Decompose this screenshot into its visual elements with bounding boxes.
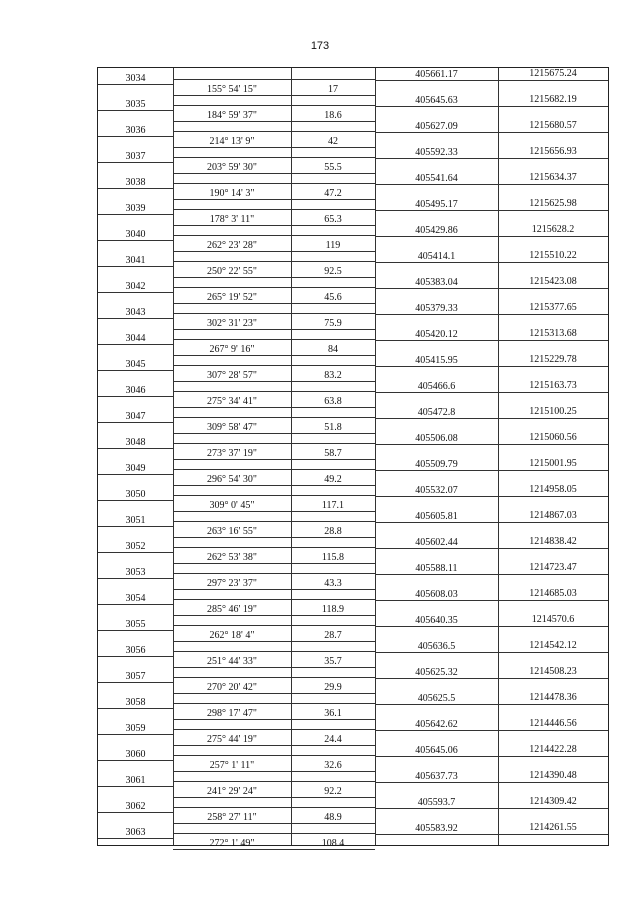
easting-cell: 405383.04 bbox=[415, 277, 458, 288]
rule-line bbox=[173, 677, 375, 678]
distance-cell: 28.7 bbox=[324, 630, 342, 641]
northing-cell: 1215680.57 bbox=[529, 120, 577, 131]
northing-cell: 1214309.42 bbox=[529, 796, 577, 807]
table-row bbox=[98, 822, 608, 848]
easting-cell: 405637.73 bbox=[415, 771, 458, 782]
rule-line bbox=[98, 396, 173, 397]
distance-cell: 45.6 bbox=[324, 292, 342, 303]
point-id-cell: 3036 bbox=[125, 125, 146, 136]
rule-line bbox=[98, 838, 173, 839]
distance-cell: 43.3 bbox=[324, 578, 342, 589]
distance-cell: 18.6 bbox=[324, 110, 342, 121]
rule-line bbox=[98, 214, 173, 215]
rule-line bbox=[98, 786, 173, 787]
point-id-cell: 3052 bbox=[125, 541, 146, 552]
rule-line bbox=[98, 812, 173, 813]
bearing-cell: 309° 0' 45" bbox=[209, 500, 255, 511]
rule-line bbox=[173, 339, 375, 340]
rule-line bbox=[98, 162, 173, 163]
northing-cell: 1215001.95 bbox=[529, 458, 577, 469]
rule-line bbox=[173, 521, 375, 522]
bearing-cell: 302° 31' 23" bbox=[207, 318, 257, 329]
bearing-cell: 296° 54' 30" bbox=[207, 474, 257, 485]
bearing-cell: 270° 20' 42" bbox=[207, 682, 257, 693]
rule-line bbox=[375, 496, 608, 497]
bearing-cell: 258° 27' 11" bbox=[207, 812, 257, 823]
point-id-cell: 3063 bbox=[125, 827, 146, 838]
rule-line bbox=[98, 448, 173, 449]
table-row bbox=[98, 484, 608, 510]
distance-cell: 119 bbox=[325, 240, 341, 251]
easting-cell: 405495.17 bbox=[415, 199, 458, 210]
rule-line bbox=[173, 469, 375, 470]
easting-cell: 405414.1 bbox=[417, 251, 456, 262]
bearing-cell: 250° 22' 55" bbox=[207, 266, 257, 277]
easting-cell: 405605.81 bbox=[415, 511, 458, 522]
rule-line bbox=[375, 132, 608, 133]
point-id-cell: 3041 bbox=[125, 255, 146, 266]
bearing-cell: 285° 46' 19" bbox=[207, 604, 257, 615]
rule-line bbox=[98, 734, 173, 735]
rule-line bbox=[173, 183, 375, 184]
table-row bbox=[98, 562, 608, 588]
distance-cell: 32.6 bbox=[324, 760, 342, 771]
distance-cell: 47.2 bbox=[324, 188, 342, 199]
point-id-cell: 3034 bbox=[125, 73, 146, 84]
point-id-cell: 3056 bbox=[125, 645, 146, 656]
distance-cell: 36.1 bbox=[324, 708, 342, 719]
easting-cell: 405379.33 bbox=[415, 303, 458, 314]
northing-cell: 1214422.28 bbox=[529, 744, 577, 755]
northing-cell: 1215656.93 bbox=[529, 146, 577, 157]
bearing-cell: 241° 29' 24" bbox=[207, 786, 257, 797]
rule-line bbox=[173, 781, 375, 782]
rule-line bbox=[98, 578, 173, 579]
bearing-cell: 184° 59' 37" bbox=[207, 110, 257, 121]
distance-cell: 108.4 bbox=[321, 838, 345, 849]
bearing-cell: 267° 9' 16" bbox=[209, 344, 255, 355]
point-id-cell: 3060 bbox=[125, 749, 146, 760]
table-row bbox=[98, 120, 608, 146]
easting-cell: 405608.03 bbox=[415, 589, 458, 600]
rule-line bbox=[375, 834, 608, 835]
rule-line bbox=[173, 573, 375, 574]
northing-cell: 1214478.36 bbox=[529, 692, 577, 703]
rule-line bbox=[98, 240, 173, 241]
rule-line bbox=[98, 84, 173, 85]
rule-line bbox=[98, 552, 173, 553]
table-row bbox=[98, 68, 608, 94]
bearing-cell: 262° 23' 28" bbox=[207, 240, 257, 251]
point-id-cell: 3044 bbox=[125, 333, 146, 344]
rule-line bbox=[98, 370, 173, 371]
northing-cell: 1215377.65 bbox=[529, 302, 577, 313]
table-row bbox=[98, 250, 608, 276]
distance-cell: 117.1 bbox=[321, 500, 345, 511]
bearing-cell: 275° 44' 19" bbox=[207, 734, 257, 745]
bearing-cell: 203° 59' 30" bbox=[207, 162, 257, 173]
easting-cell: 405420.12 bbox=[415, 329, 458, 340]
northing-cell: 1215163.73 bbox=[529, 380, 577, 391]
distance-cell: 51.8 bbox=[324, 422, 342, 433]
easting-cell: 405661.17 bbox=[415, 69, 458, 80]
coordinate-table bbox=[97, 67, 609, 849]
table-row bbox=[98, 94, 608, 120]
northing-cell: 1215100.25 bbox=[529, 406, 577, 417]
rule-line bbox=[173, 235, 375, 236]
rule-line bbox=[173, 625, 375, 626]
easting-cell: 405583.92 bbox=[415, 823, 458, 834]
rule-line bbox=[173, 209, 375, 210]
bearing-cell: 251° 44' 33" bbox=[207, 656, 257, 667]
rule-line bbox=[375, 236, 608, 237]
rule-line bbox=[375, 288, 608, 289]
easting-cell: 405588.11 bbox=[415, 563, 458, 574]
rule-line bbox=[375, 418, 608, 419]
northing-cell: 1214390.48 bbox=[529, 770, 577, 781]
bearing-cell: 298° 17' 47" bbox=[207, 708, 257, 719]
distance-cell: 29.9 bbox=[324, 682, 342, 693]
table-row bbox=[98, 328, 608, 354]
table-row bbox=[98, 198, 608, 224]
bearing-cell: 272° 1' 49" bbox=[209, 838, 255, 849]
distance-cell: 84 bbox=[328, 344, 338, 355]
rule-line bbox=[375, 678, 608, 679]
rule-line bbox=[173, 547, 375, 548]
rule-line bbox=[375, 210, 608, 211]
rule-line bbox=[173, 157, 375, 158]
rule-line bbox=[375, 626, 608, 627]
distance-cell: 24.4 bbox=[324, 734, 342, 745]
northing-cell: 1215229.78 bbox=[529, 354, 577, 365]
point-id-cell: 3055 bbox=[125, 619, 146, 630]
point-id-cell: 3058 bbox=[125, 697, 146, 708]
easting-cell: 405506.08 bbox=[415, 433, 458, 444]
bearing-cell: 309° 58' 47" bbox=[207, 422, 257, 433]
point-id-cell: 3040 bbox=[125, 229, 146, 240]
northing-cell: 1215628.2 bbox=[531, 224, 575, 235]
rule-line bbox=[375, 158, 608, 159]
bearing-cell: 273° 37' 19" bbox=[207, 448, 257, 459]
table-row bbox=[98, 458, 608, 484]
rule-line bbox=[173, 131, 375, 132]
table-row bbox=[98, 770, 608, 796]
bearing-cell: 297° 23' 37" bbox=[207, 578, 257, 589]
rule-line bbox=[375, 756, 608, 757]
bearing-cell: 262° 18' 4" bbox=[209, 630, 255, 641]
rule-line bbox=[173, 443, 375, 444]
point-id-cell: 3053 bbox=[125, 567, 146, 578]
easting-cell: 405636.5 bbox=[417, 641, 456, 652]
rule-line bbox=[98, 188, 173, 189]
easting-cell: 405642.62 bbox=[415, 719, 458, 730]
table-row bbox=[98, 354, 608, 380]
northing-cell: 1215423.08 bbox=[529, 276, 577, 287]
rule-line bbox=[98, 604, 173, 605]
rule-line bbox=[375, 470, 608, 471]
table-row bbox=[98, 692, 608, 718]
point-id-cell: 3047 bbox=[125, 411, 146, 422]
table-row bbox=[98, 588, 608, 614]
rule-line bbox=[173, 599, 375, 600]
point-id-cell: 3049 bbox=[125, 463, 146, 474]
rule-line bbox=[98, 318, 173, 319]
point-id-cell: 3045 bbox=[125, 359, 146, 370]
northing-cell: 1215510.22 bbox=[529, 250, 577, 261]
rule-line bbox=[98, 630, 173, 631]
point-id-cell: 3061 bbox=[125, 775, 146, 786]
table-row bbox=[98, 172, 608, 198]
bearing-cell: 155° 54' 15" bbox=[207, 84, 257, 95]
easting-cell: 405541.64 bbox=[415, 173, 458, 184]
distance-cell: 92.2 bbox=[324, 786, 342, 797]
easting-cell: 405625.32 bbox=[415, 667, 458, 678]
easting-cell: 405640.35 bbox=[415, 615, 458, 626]
point-id-cell: 3050 bbox=[125, 489, 146, 500]
northing-cell: 1214508.23 bbox=[529, 666, 577, 677]
rule-line bbox=[173, 79, 375, 80]
bearing-cell: 178° 3' 11" bbox=[209, 214, 255, 225]
rule-line bbox=[375, 574, 608, 575]
rule-line bbox=[375, 730, 608, 731]
easting-cell: 405602.44 bbox=[415, 537, 458, 548]
northing-cell: 1215313.68 bbox=[529, 328, 577, 339]
rule-line bbox=[375, 392, 608, 393]
table-row bbox=[98, 146, 608, 172]
rule-line bbox=[98, 344, 173, 345]
point-id-cell: 3043 bbox=[125, 307, 146, 318]
easting-cell: 405627.09 bbox=[415, 121, 458, 132]
easting-cell: 405593.7 bbox=[417, 797, 456, 808]
distance-cell: 28.8 bbox=[324, 526, 342, 537]
easting-cell: 405472.8 bbox=[417, 407, 456, 418]
table-row bbox=[98, 406, 608, 432]
northing-cell: 1214446.56 bbox=[529, 718, 577, 729]
northing-cell: 1214958.05 bbox=[529, 484, 577, 495]
bearing-cell: 262° 53' 38" bbox=[207, 552, 257, 563]
table-row bbox=[98, 666, 608, 692]
rule-line bbox=[375, 262, 608, 263]
easting-cell: 405509.79 bbox=[415, 459, 458, 470]
easting-cell: 405625.5 bbox=[417, 693, 456, 704]
easting-cell: 405532.07 bbox=[415, 485, 458, 496]
bearing-cell: 275° 34' 41" bbox=[207, 396, 257, 407]
rule-line bbox=[375, 80, 608, 81]
easting-cell: 405645.06 bbox=[415, 745, 458, 756]
point-id-cell: 3059 bbox=[125, 723, 146, 734]
table-row bbox=[98, 224, 608, 250]
rule-line bbox=[173, 833, 375, 834]
rule-line bbox=[375, 444, 608, 445]
page-number: 173 bbox=[310, 40, 330, 52]
distance-cell: 118.9 bbox=[321, 604, 345, 615]
rule-line bbox=[98, 422, 173, 423]
rule-line bbox=[98, 292, 173, 293]
table-row bbox=[98, 614, 608, 640]
rule-line bbox=[173, 849, 375, 850]
bearing-cell: 257° 1' 11" bbox=[209, 760, 255, 771]
rule-line bbox=[173, 365, 375, 366]
northing-cell: 1215060.56 bbox=[529, 432, 577, 443]
easting-cell: 405429.86 bbox=[415, 225, 458, 236]
rule-line bbox=[375, 340, 608, 341]
distance-cell: 83.2 bbox=[324, 370, 342, 381]
rule-line bbox=[173, 105, 375, 106]
table-row bbox=[98, 640, 608, 666]
northing-cell: 1215625.98 bbox=[529, 198, 577, 209]
table-row bbox=[98, 536, 608, 562]
distance-cell: 65.3 bbox=[324, 214, 342, 225]
northing-cell: 1214867.03 bbox=[529, 510, 577, 521]
distance-cell: 17 bbox=[328, 84, 338, 95]
point-id-cell: 3048 bbox=[125, 437, 146, 448]
rule-line bbox=[173, 807, 375, 808]
bearing-cell: 307° 28' 57" bbox=[207, 370, 257, 381]
distance-cell: 75.9 bbox=[324, 318, 342, 329]
rule-line bbox=[375, 522, 608, 523]
northing-cell: 1214261.55 bbox=[529, 822, 577, 833]
rule-line bbox=[375, 808, 608, 809]
distance-cell: 92.5 bbox=[324, 266, 342, 277]
northing-cell: 1215675.24 bbox=[529, 68, 577, 79]
distance-cell: 48.9 bbox=[324, 812, 342, 823]
bearing-cell: 263° 16' 55" bbox=[207, 526, 257, 537]
northing-cell: 1214685.03 bbox=[529, 588, 577, 599]
point-id-cell: 3037 bbox=[125, 151, 146, 162]
distance-cell: 35.7 bbox=[324, 656, 342, 667]
distance-cell: 55.5 bbox=[324, 162, 342, 173]
rule-line bbox=[98, 500, 173, 501]
rule-line bbox=[98, 760, 173, 761]
table-row bbox=[98, 302, 608, 328]
table-row bbox=[98, 796, 608, 822]
rule-line bbox=[173, 703, 375, 704]
easting-cell: 405466.6 bbox=[417, 381, 456, 392]
point-id-cell: 3039 bbox=[125, 203, 146, 214]
rule-line bbox=[173, 261, 375, 262]
rule-line bbox=[173, 313, 375, 314]
rule-line bbox=[98, 474, 173, 475]
point-id-cell: 3035 bbox=[125, 99, 146, 110]
table-row bbox=[98, 380, 608, 406]
point-id-cell: 3051 bbox=[125, 515, 146, 526]
point-id-cell: 3062 bbox=[125, 801, 146, 812]
point-id-cell: 3038 bbox=[125, 177, 146, 188]
rule-line bbox=[375, 184, 608, 185]
point-id-cell: 3054 bbox=[125, 593, 146, 604]
rule-line bbox=[98, 708, 173, 709]
distance-cell: 58.7 bbox=[324, 448, 342, 459]
bearing-cell: 190° 14' 3" bbox=[209, 188, 255, 199]
easting-cell: 405415.95 bbox=[415, 355, 458, 366]
table-row bbox=[98, 432, 608, 458]
distance-cell: 49.2 bbox=[324, 474, 342, 485]
table-row bbox=[98, 510, 608, 536]
rule-line bbox=[375, 704, 608, 705]
northing-cell: 1214570.6 bbox=[531, 614, 575, 625]
bearing-cell: 214° 13' 9" bbox=[209, 136, 255, 147]
rule-line bbox=[98, 136, 173, 137]
rule-line bbox=[173, 417, 375, 418]
distance-cell: 42 bbox=[328, 136, 338, 147]
rule-line bbox=[375, 600, 608, 601]
rule-line bbox=[375, 652, 608, 653]
rule-line bbox=[173, 651, 375, 652]
northing-cell: 1215682.19 bbox=[529, 94, 577, 105]
table-row bbox=[98, 718, 608, 744]
point-id-cell: 3057 bbox=[125, 671, 146, 682]
northing-cell: 1214723.47 bbox=[529, 562, 577, 573]
table-row bbox=[98, 744, 608, 770]
rule-line bbox=[98, 656, 173, 657]
rule-line bbox=[375, 548, 608, 549]
table-row bbox=[98, 276, 608, 302]
rule-line bbox=[173, 729, 375, 730]
northing-cell: 1214542.12 bbox=[529, 640, 577, 651]
distance-cell: 115.8 bbox=[321, 552, 345, 563]
point-id-cell: 3046 bbox=[125, 385, 146, 396]
bearing-cell: 265° 19' 52" bbox=[207, 292, 257, 303]
easting-cell: 405645.63 bbox=[415, 95, 458, 106]
northing-cell: 1215634.37 bbox=[529, 172, 577, 183]
rule-line bbox=[98, 266, 173, 267]
rule-line bbox=[173, 287, 375, 288]
rule-line bbox=[375, 782, 608, 783]
rule-line bbox=[375, 106, 608, 107]
rule-line bbox=[375, 366, 608, 367]
rule-line bbox=[173, 755, 375, 756]
easting-cell: 405592.33 bbox=[415, 147, 458, 158]
point-id-cell: 3042 bbox=[125, 281, 146, 292]
rule-line bbox=[375, 314, 608, 315]
distance-cell: 63.8 bbox=[324, 396, 342, 407]
rule-line bbox=[173, 391, 375, 392]
rule-line bbox=[98, 682, 173, 683]
rule-line bbox=[98, 110, 173, 111]
rule-line bbox=[173, 495, 375, 496]
northing-cell: 1214838.42 bbox=[529, 536, 577, 547]
rule-line bbox=[98, 526, 173, 527]
